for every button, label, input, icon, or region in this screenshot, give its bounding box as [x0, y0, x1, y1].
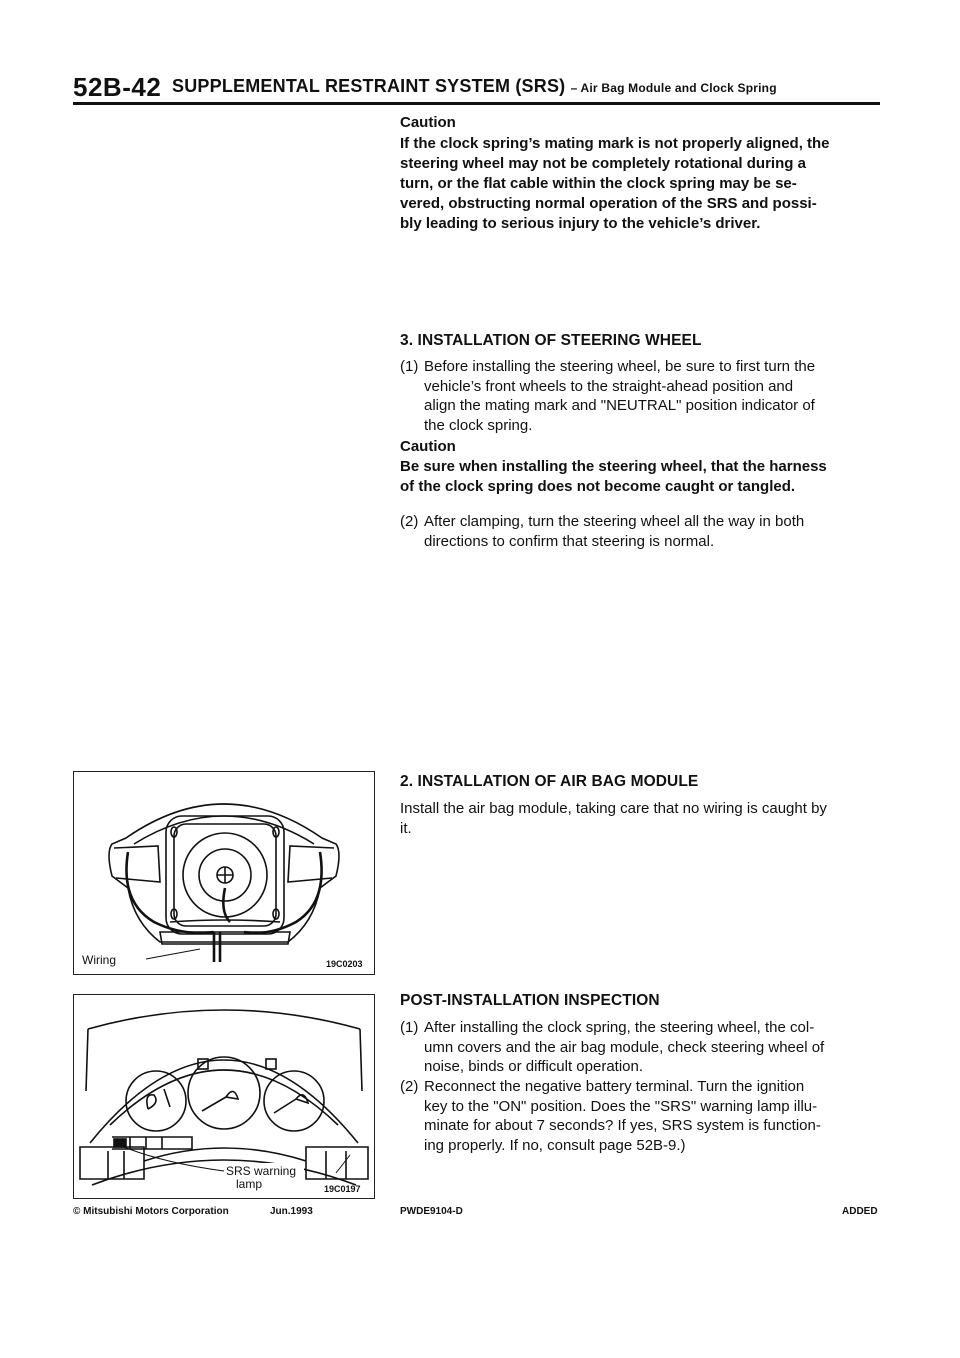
caution-line: steering wheel may not be completely rotational during a — [400, 155, 806, 172]
step-line: directions to confirm that steering is normal. — [424, 532, 715, 550]
header-rule — [73, 102, 880, 105]
section-subtitle: – Air Bag Module and Clock Spring — [570, 81, 777, 95]
section-3-heading: 3. INSTALLATION OF STEERING WHEEL — [400, 332, 702, 349]
footer-copyright: © Mitsubishi Motors Corporation — [73, 1206, 229, 1217]
step-number: (1) — [400, 358, 419, 375]
step-line: align the mating mark and "NEUTRAL" position indicator of — [424, 397, 815, 414]
wiring-label: Wiring — [82, 953, 117, 967]
figure-instrument-cluster — [73, 994, 375, 1199]
caution-line: Be sure when installing the steering wheel, that the harness — [400, 458, 827, 475]
step-number: (2) — [400, 513, 419, 530]
post-step-1 — [400, 1018, 890, 1078]
text-line: it. — [400, 819, 412, 837]
section-title — [172, 76, 777, 97]
step-text — [424, 1077, 821, 1155]
post-installation-heading: POST-INSTALLATION INSPECTION — [400, 992, 660, 1009]
section-2-text — [400, 799, 890, 838]
step-line: umn covers and the air bag module, check steering wheel of — [424, 1038, 825, 1056]
step-line: After installing the clock spring, the steering wheel, the col- — [424, 1019, 815, 1036]
step-text — [424, 512, 804, 551]
step-line: ing properly. If no, consult page 52B-9.) — [424, 1136, 686, 1154]
step-line: minate for about 7 seconds? If yes, SRS system is function- — [424, 1117, 821, 1134]
caution-text — [400, 134, 880, 234]
srs-warning-label-line1: SRS warning — [226, 1164, 297, 1178]
caution-heading: Caution — [400, 114, 456, 131]
step-line: Before installing the steering wheel, be sure to first turn the — [424, 358, 816, 375]
instrument-cluster-illustration — [74, 995, 373, 1197]
caution-text — [400, 457, 890, 497]
step-text — [424, 1018, 824, 1077]
step-line: Reconnect the negative battery terminal. Turn the ignition — [424, 1078, 805, 1095]
caution-line: of the clock spring does not become caught or tangled. — [400, 478, 796, 495]
caution-line: vered, obstructing normal operation of the SRS and possi- — [400, 195, 817, 212]
caution-heading: Caution — [400, 438, 456, 455]
section-2-heading: 2. INSTALLATION OF AIR BAG MODULE — [400, 773, 699, 790]
caution-line: turn, or the flat cable within the clock spring may be se- — [400, 175, 797, 192]
section-title-main: SUPPLEMENTAL RESTRAINT SYSTEM (SRS) — [172, 76, 566, 96]
section-3-step-1 — [400, 357, 890, 437]
step-line: key to the "ON" position. Does the "SRS" warning lamp illu- — [424, 1097, 818, 1115]
footer-status: ADDED — [842, 1206, 878, 1217]
caution-line: If the clock spring’s mating mark is not properly aligned, the — [400, 135, 830, 152]
figure-code: 19C0203 — [326, 959, 363, 969]
caution-line: bly leading to serious injury to the vehicle’s driver. — [400, 215, 761, 232]
page-number: 52B-42 — [73, 72, 162, 102]
step-line: noise, binds or difficult operation. — [424, 1058, 644, 1075]
section-3-step-2 — [400, 512, 890, 552]
step-number: (1) — [400, 1019, 419, 1036]
step-number: (2) — [400, 1078, 419, 1095]
text-line: Install the air bag module, taking care that no wiring is caught by — [400, 800, 827, 817]
step-line: After clamping, turn the steering wheel all the way in both — [424, 513, 805, 530]
srs-warning-label-line2: lamp — [236, 1177, 263, 1191]
airbag-module-illustration — [74, 772, 373, 973]
footer-doc-code: PWDE9104-D — [400, 1206, 463, 1217]
step-line: the clock spring. — [424, 416, 533, 434]
post-step-2 — [400, 1077, 890, 1157]
step-text — [424, 357, 815, 435]
figure-code: 19C0197 — [324, 1184, 361, 1194]
figure-airbag-module — [73, 771, 375, 975]
step-line: vehicle’s front wheels to the straight-ahead position and — [424, 377, 794, 395]
footer-date: Jun.1993 — [270, 1206, 313, 1217]
